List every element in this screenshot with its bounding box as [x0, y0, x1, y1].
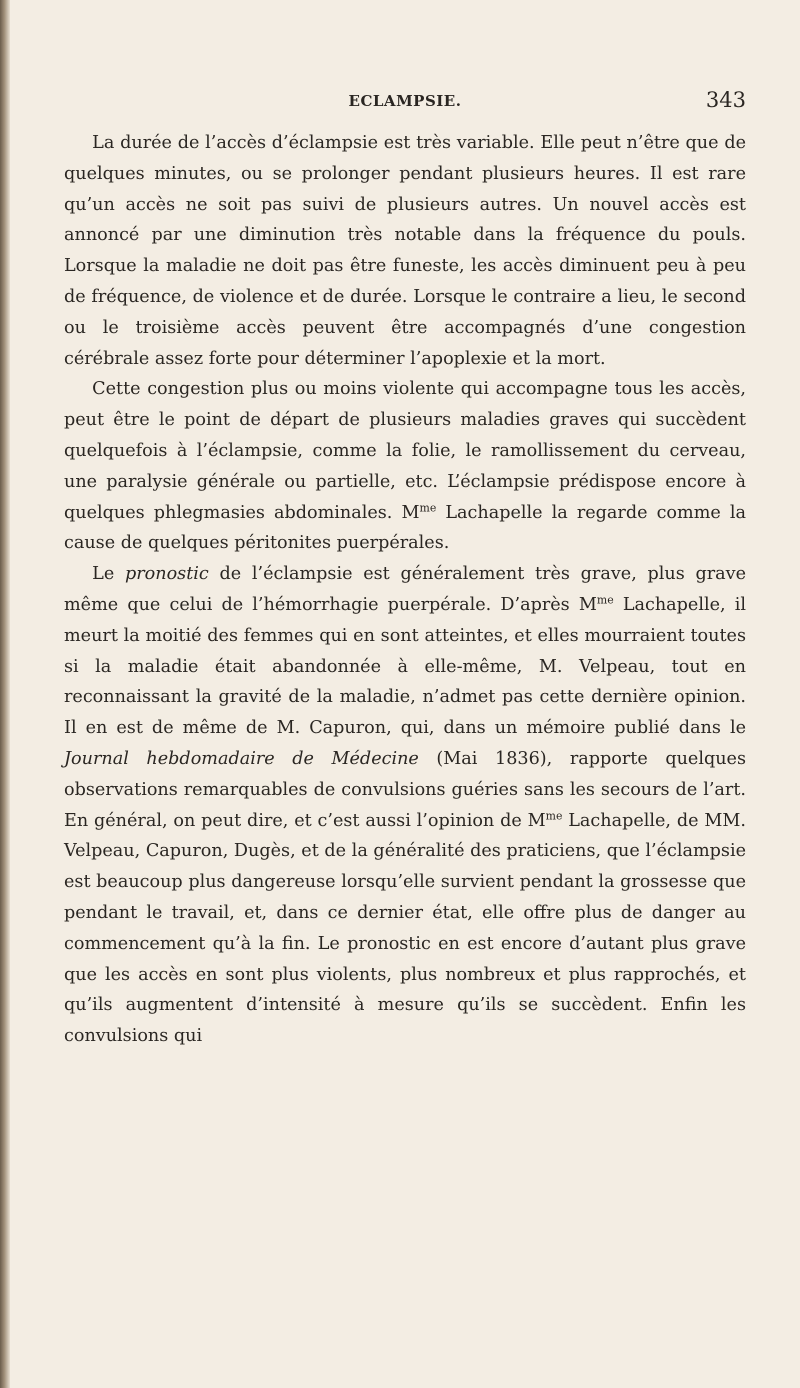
page-number: 343: [705, 88, 746, 112]
paragraph-1: [64, 128, 746, 374]
superscript-me: me: [596, 593, 614, 607]
body-text: [64, 128, 746, 1052]
paragraph-3-text-4: (Mai 1836), rapporte quelques observations remarquables de convulsions guéries sans les secours de l’art. En général, on peut dire, et c’est aussi l’opinion de M: [64, 748, 746, 831]
paragraph-2: [64, 374, 746, 559]
book-spine-shadow: [0, 0, 10, 1388]
paragraph-1-text: La durée de l’accès d’éclampsie est très variable. Elle peut n’être que de quelques minutes, ou se prolonger pendant plusieurs heures. Il est rare qu’un accès ne soit pas suivi de plusieurs autres. Un nouvel accès est annoncé par une diminution très notable dans la fréquence du pouls. Lorsque la maladie ne doit pas être funeste, les accès diminuent peu à peu de fréquence, de violence et de durée. Lorsque le contraire a lieu, le second ou le troisième accès peuvent être accompagnés d’une congestion cérébrale assez forte pour déterminer l’apoplexie et la mort.: [64, 133, 746, 369]
paragraph-2-text-1: Cette congestion plus ou moins violente qui accompagne tous les accès, peut être le point de départ de plusieurs maladies graves qui succèdent quelquefois à l’éclampsie, comme la folie, le ramollissement du cerveau, une paralysie générale ou partielle, etc. L’éclampsie prédispose encore à quelques phlegmasies abdominales. M: [64, 379, 746, 523]
italic-journal-title: Journal hebdomadaire de Médecine: [64, 748, 419, 769]
running-head: [64, 88, 746, 116]
book-page: [64, 0, 746, 1388]
superscript-me: me: [545, 808, 563, 822]
superscript-me: me: [419, 500, 437, 514]
paragraph-3: [64, 559, 746, 1052]
italic-pronostic: pronostic: [124, 564, 209, 585]
paragraph-3-text-3: Lachapelle, il meurt la moitié des femmes qui en sont atteintes, et elles mourraient toutes si la maladie était abandonnée à elle-même, M. Velpeau, tout en reconnaissant la gravité de la maladie, n’admet pas cette dernière opinion. Il en est de même de M. Capuron, qui, dans un mémoire publié dans le: [64, 594, 746, 739]
paragraph-2-text-2: Lachapelle la regarde comme la cause de quelques péritonites puerpérales.: [64, 502, 747, 554]
paragraph-3-text-1: Le: [92, 564, 125, 585]
paragraph-3-text-5: Lachapelle, de MM. Velpeau, Capuron, Dugès, et de la généralité des praticiens, que l’éclampsie est beaucoup plus dangereuse lorsqu’elle survient pendant la grossesse que pendant le travail, et, dans ce dernier état, elle offre plus de danger au commencement qu’à la fin. Le pronostic en est encore d’autant plus grave que les accès en sont plus violents, plus nombreux et plus rapprochés, et qu’ils augmentent d’intensité à mesure qu’ils se succèdent. Enfin les convulsions qui: [64, 810, 746, 1047]
paragraph-3-text-2: de l’éclampsie est généralement très grave, plus grave même que celui de l’hémorrhagie puerpérale. D’après M: [64, 564, 746, 615]
running-title: ECLAMPSIE.: [348, 92, 462, 110]
